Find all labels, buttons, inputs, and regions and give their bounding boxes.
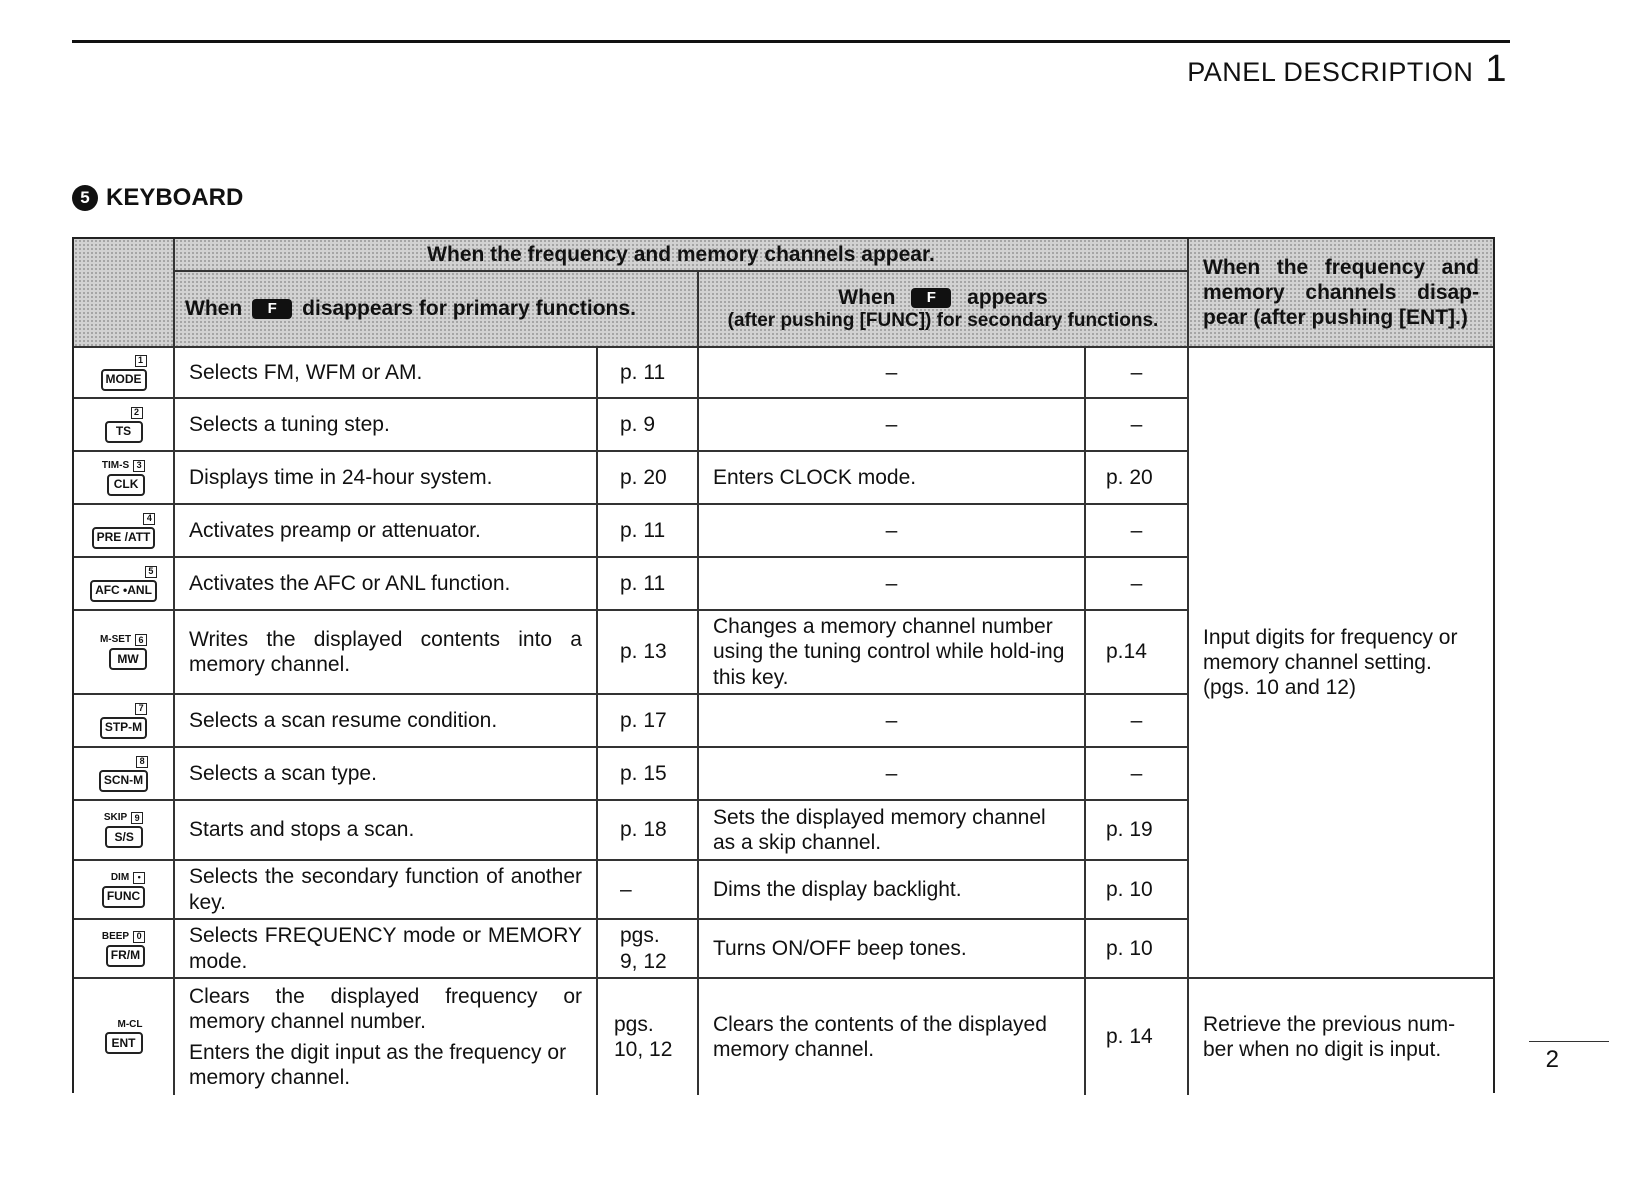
secondary-function — [699, 979, 1086, 1095]
primary-page-ref — [598, 695, 699, 748]
secondary-page-ref — [1086, 861, 1189, 920]
secondary-page-ref — [1086, 452, 1189, 505]
key-cell — [74, 801, 175, 861]
secondary-function — [699, 920, 1086, 979]
key-graphic — [101, 355, 147, 391]
key-secondary-label: SKIP — [103, 812, 128, 823]
key-pre-att-icon: PRE /ATT — [92, 527, 156, 549]
secondary-function-text: Clears the contents of the displayed memory channel. — [713, 1012, 1047, 1061]
key-top — [135, 703, 147, 715]
primary-function-text: Selects the secondary function of another key. — [189, 865, 582, 914]
header-title: PANEL DESCRIPTION — [1187, 57, 1474, 87]
key-digit-icon: 5 — [145, 566, 157, 578]
secondary-function-text: Dims the display backlight. — [713, 877, 962, 901]
top-rule — [72, 40, 1510, 43]
secondary-header-appears: appears — [967, 286, 1048, 309]
key-digit-icon: 0 — [133, 931, 145, 943]
secondary-function — [699, 505, 1086, 558]
secondary-page-ref — [1086, 920, 1189, 979]
secondary-function — [699, 801, 1086, 861]
primary-page-text: p. 20 — [620, 465, 667, 489]
primary-function — [175, 558, 598, 611]
secondary-function-text: – — [885, 412, 898, 436]
key-top — [145, 566, 157, 578]
retrieve-previous-text: Retrieve the previous num-ber when no digit is input. — [1203, 1012, 1456, 1061]
primary-function — [175, 611, 598, 695]
key-cell — [74, 920, 175, 979]
secondary-function — [699, 861, 1086, 920]
primary-function — [175, 920, 598, 979]
primary-function-text: Clears the displayed frequency or memory channel number. — [189, 984, 582, 1033]
section-number-badge: 5 — [72, 185, 98, 211]
key-digit-icon: 4 — [143, 513, 155, 525]
primary-header-rest: disappears for primary functions. — [302, 297, 636, 321]
input-digits-text: Input digits for frequency or memory channel setting. (pgs. 10 and 12) — [1203, 625, 1458, 700]
primary-function — [175, 748, 598, 801]
secondary-header-line2: (after pushing [FUNC]) for secondary functions. — [727, 310, 1159, 332]
section-title: KEYBOARD — [106, 184, 244, 211]
primary-page-text: pgs. 9, 12 — [620, 924, 667, 973]
primary-function — [175, 452, 598, 505]
third-column-header — [1189, 239, 1493, 348]
primary-function-text: Activates preamp or attenuator. — [189, 518, 481, 542]
secondary-function — [699, 611, 1086, 695]
primary-page-text: p. 13 — [620, 640, 667, 664]
primary-page-ref — [598, 801, 699, 861]
primary-page-text: p. 11 — [620, 360, 666, 384]
key-digit-icon: 6 — [135, 634, 147, 646]
key-mode-icon: MODE — [101, 369, 147, 391]
secondary-function-text: – — [885, 518, 898, 542]
secondary-function-text: – — [885, 571, 898, 595]
page-number-rule — [1529, 1041, 1609, 1042]
key-graphic — [105, 407, 143, 443]
primary-function-text: Selects FM, WFM or AM. — [189, 360, 423, 384]
secondary-page-text: – — [1130, 360, 1143, 384]
key-top — [135, 355, 147, 367]
primary-function — [175, 505, 598, 558]
key-secondary-label: BEEP — [101, 930, 130, 942]
primary-page-text: – — [620, 877, 632, 901]
key-digit-icon: • — [133, 872, 145, 884]
secondary-page-text: p. 14 — [1106, 1025, 1153, 1049]
secondary-page-ref — [1086, 748, 1189, 801]
key-cell — [74, 399, 175, 452]
header-corner — [74, 239, 175, 348]
primary-page-text: p. 11 — [620, 518, 666, 542]
key-cell — [74, 861, 175, 920]
primary-function — [175, 348, 598, 399]
secondary-function-text: – — [885, 708, 898, 732]
primary-function-text-2: Enters the digit input as the frequency or memory channel. — [189, 1041, 567, 1090]
group-header: When the frequency and memory channels appear. — [175, 239, 1189, 272]
key-top — [100, 634, 147, 646]
key-top — [131, 407, 143, 419]
keyboard-table — [72, 237, 1495, 1093]
key-top — [118, 1020, 143, 1030]
secondary-page-ref — [1086, 801, 1189, 861]
key-graphic — [102, 931, 145, 967]
primary-function-text: Selects a tuning step. — [189, 412, 390, 436]
key-cell — [74, 558, 175, 611]
key-top — [143, 513, 155, 525]
section-heading — [72, 184, 243, 212]
key-top — [102, 931, 145, 943]
primary-page-ref — [598, 505, 699, 558]
secondary-function — [699, 452, 1086, 505]
primary-page-ref — [598, 861, 699, 920]
secondary-function — [699, 399, 1086, 452]
key-stp-m-icon: STP-M — [100, 717, 147, 739]
secondary-page-text: p. 20 — [1106, 465, 1153, 489]
secondary-function-text: Changes a memory channel number using the tuning control while hold-ing this key. — [713, 615, 1065, 689]
primary-function-text: Displays time in 24-hour system. — [189, 465, 493, 489]
secondary-page-text: p. 10 — [1106, 877, 1153, 901]
key-digit-icon: 2 — [131, 407, 143, 419]
primary-function — [175, 695, 598, 748]
primary-page-ref — [598, 399, 699, 452]
key-cell — [74, 748, 175, 801]
retrieve-previous-note — [1189, 979, 1493, 1095]
key-cell — [74, 979, 175, 1095]
key-cell — [74, 452, 175, 505]
primary-function — [175, 861, 598, 920]
secondary-function — [699, 348, 1086, 399]
key-secondary-label: DIM — [110, 871, 130, 883]
primary-header — [175, 272, 699, 348]
key-top — [111, 872, 145, 884]
primary-page-text: pgs. 10, 12 — [614, 1012, 673, 1061]
key-clk-icon: CLK — [107, 474, 145, 496]
chapter-number: 1 — [1485, 48, 1507, 90]
secondary-function — [699, 695, 1086, 748]
secondary-function-text: Sets the displayed memory channel as a skip channel. — [713, 805, 1046, 854]
primary-header-when: When — [185, 297, 243, 321]
secondary-page-ref — [1086, 399, 1189, 452]
key-graphic — [99, 756, 148, 792]
secondary-page-text: – — [1130, 708, 1143, 732]
key-graphic — [92, 513, 156, 549]
key-graphic — [104, 812, 143, 848]
secondary-function-text: Enters CLOCK mode. — [713, 465, 917, 489]
primary-page-ref — [598, 920, 699, 979]
third-header-text: When the frequency and memory channels disap-pear (after pushing [ENT].) — [1203, 255, 1479, 330]
key-top — [136, 756, 148, 768]
key-digit-icon: 3 — [133, 460, 145, 472]
secondary-page-text: p. 19 — [1106, 818, 1153, 842]
primary-function — [175, 801, 598, 861]
primary-function-text: Selects a scan resume condition. — [189, 708, 498, 732]
secondary-page-text: – — [1130, 571, 1143, 595]
key-func-icon: FUNC — [102, 886, 145, 908]
secondary-page-text: p.14 — [1106, 640, 1147, 664]
secondary-page-ref — [1086, 611, 1189, 695]
primary-page-ref — [598, 348, 699, 399]
key-graphic — [100, 703, 147, 739]
secondary-page-ref — [1086, 558, 1189, 611]
secondary-page-text: – — [1130, 761, 1143, 785]
key-ts-icon: TS — [105, 421, 143, 443]
primary-function-text: Writes the displayed contents into a memory channel. — [189, 627, 582, 676]
key-cell — [74, 695, 175, 748]
secondary-page-text: – — [1130, 412, 1143, 436]
function-badge-icon: F — [252, 299, 292, 319]
key-s-s-icon: S/S — [105, 826, 143, 848]
page-header — [1187, 50, 1507, 88]
secondary-function — [699, 748, 1086, 801]
key-secondary-label: M-SET — [99, 634, 132, 645]
secondary-page-ref — [1086, 979, 1189, 1095]
key-digit-icon: 9 — [131, 812, 143, 824]
key-graphic — [102, 872, 145, 908]
secondary-function-text: Turns ON/OFF beep tones. — [713, 936, 967, 960]
input-digits-note — [1189, 348, 1493, 979]
secondary-header-line1 — [838, 285, 1047, 310]
key-fr-m-icon: FR/M — [106, 945, 145, 967]
page-number: 2 — [1545, 1046, 1559, 1073]
primary-page-ref — [598, 558, 699, 611]
secondary-function-text: – — [885, 761, 898, 785]
key-cell — [74, 348, 175, 399]
key-mw-icon: MW — [109, 648, 147, 670]
primary-page-text: p. 18 — [620, 818, 667, 842]
primary-function-text: Starts and stops a scan. — [189, 818, 415, 842]
function-badge-icon: F — [911, 288, 951, 308]
key-cell — [74, 505, 175, 558]
primary-page-ref — [598, 611, 699, 695]
secondary-header-when: When — [838, 286, 896, 309]
secondary-header — [699, 272, 1189, 348]
key-cell — [74, 611, 175, 695]
primary-page-ref — [598, 748, 699, 801]
secondary-page-ref — [1086, 348, 1189, 399]
key-digit-icon: 1 — [135, 355, 147, 367]
key-graphic — [90, 566, 157, 602]
primary-page-text: p. 11 — [620, 571, 666, 595]
primary-function-text: Selects FREQUENCY mode or MEMORY mode. — [189, 924, 582, 973]
key-scn-m-icon: SCN-M — [99, 770, 148, 792]
primary-function — [175, 979, 598, 1095]
primary-page-text: p. 15 — [620, 761, 667, 785]
secondary-page-text: p. 10 — [1106, 936, 1153, 960]
secondary-page-ref — [1086, 505, 1189, 558]
key-secondary-label: M-CL — [117, 1019, 143, 1030]
secondary-function-text: – — [885, 360, 898, 384]
primary-page-text: p. 17 — [620, 708, 667, 732]
primary-function — [175, 399, 598, 452]
key-afc-anl-icon: AFC •ANL — [90, 580, 157, 602]
key-graphic — [105, 1020, 143, 1054]
primary-function-text: Selects a scan type. — [189, 761, 377, 785]
primary-function-text: Activates the AFC or ANL function. — [189, 571, 511, 595]
primary-page-ref — [598, 979, 699, 1095]
key-graphic — [102, 460, 145, 496]
key-top — [102, 460, 145, 472]
primary-page-ref — [598, 452, 699, 505]
key-digit-icon: 8 — [136, 756, 148, 768]
secondary-function — [699, 558, 1086, 611]
secondary-page-ref — [1086, 695, 1189, 748]
key-digit-icon: 7 — [135, 703, 147, 715]
key-graphic — [100, 634, 147, 670]
key-ent-icon: ENT — [105, 1032, 143, 1054]
key-top — [104, 812, 143, 824]
key-secondary-label: TIM-S — [101, 459, 130, 471]
secondary-page-text: – — [1130, 518, 1143, 542]
primary-page-text: p. 9 — [620, 412, 656, 436]
